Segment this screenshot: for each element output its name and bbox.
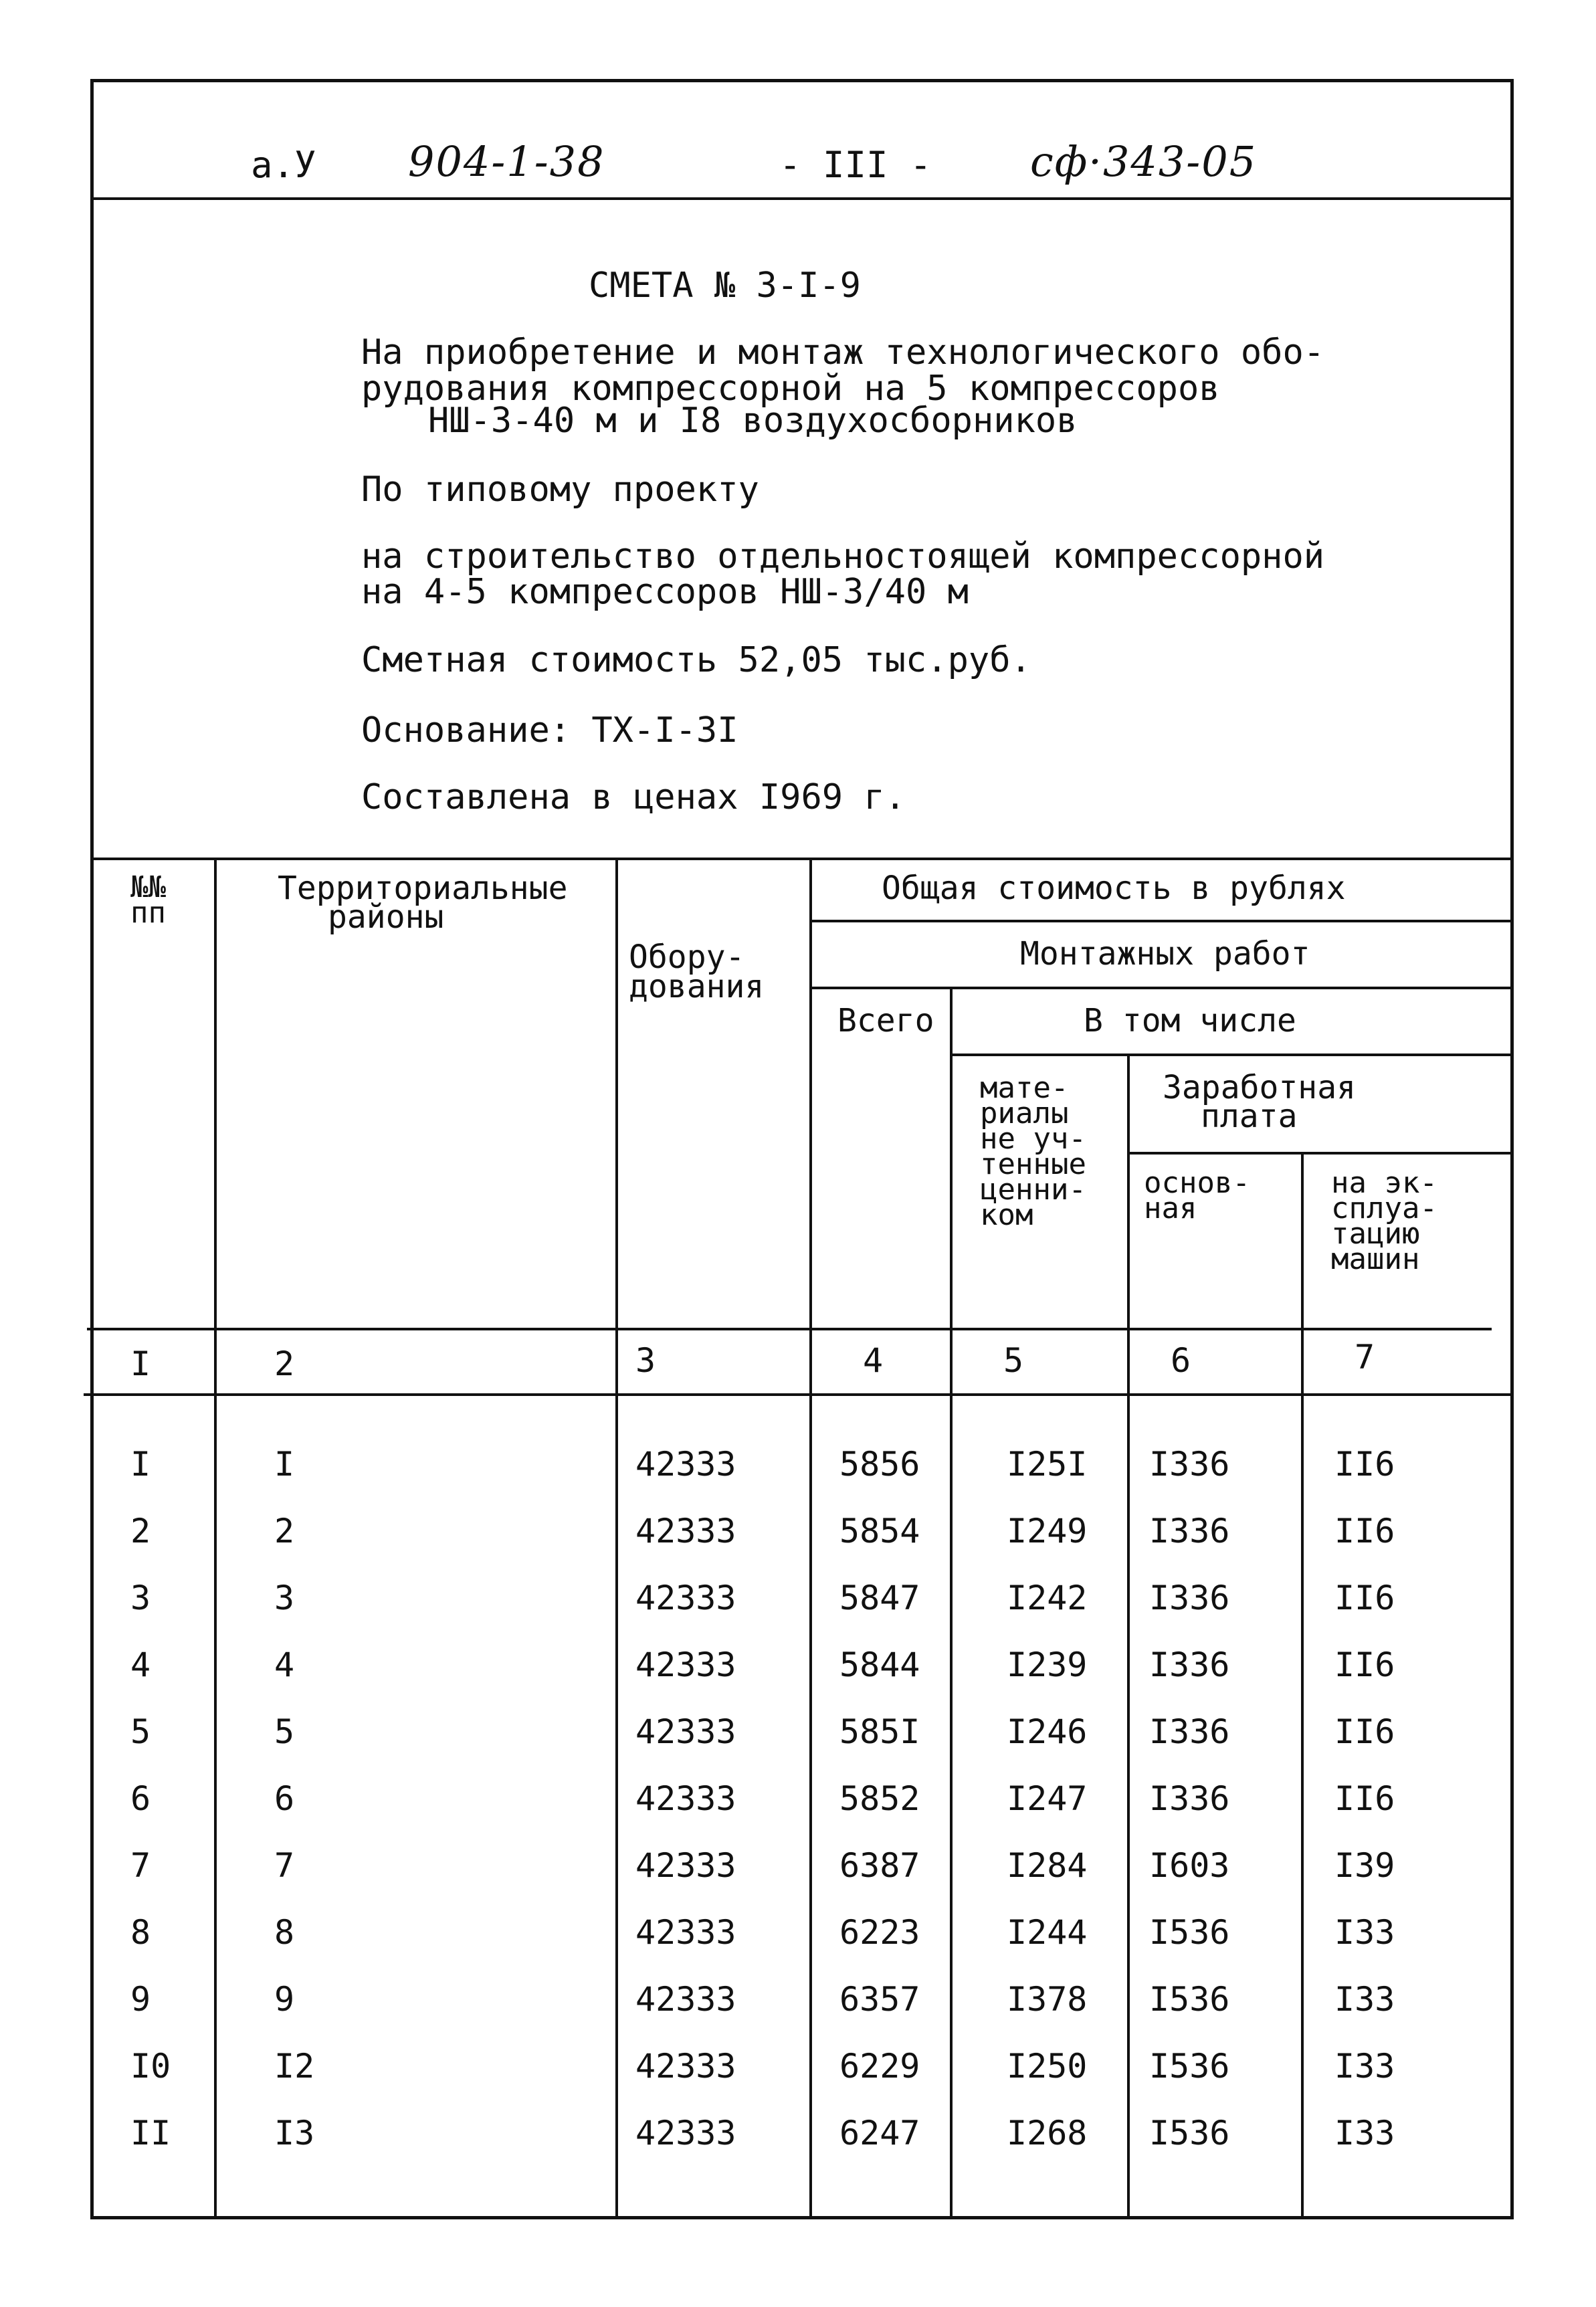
basis: Основание: ТХ-I-3I (361, 710, 738, 750)
colnum-7: 7 (1355, 1338, 1375, 1377)
table-cell-r11-c4: 6247 (839, 2114, 920, 2152)
table-cell-r10-c3: 42333 (635, 2047, 736, 2086)
colnum-2: 2 (274, 1344, 295, 1383)
table-cell-r3-c5: I242 (1007, 1579, 1088, 1617)
table-cell-r1-c5: I25I (1007, 1445, 1088, 1484)
table-cell-r10-c6: I536 (1149, 2047, 1230, 2086)
hdr-machines-3: тацию (1331, 1217, 1420, 1251)
col-divider-6 (1301, 1154, 1304, 2217)
hdr-line-install (811, 987, 1512, 989)
table-cell-r6-c4: 5852 (839, 1779, 920, 1818)
hdr-including: В том числе (1084, 1002, 1296, 1039)
table-cell-r1-c4: 5856 (839, 1445, 920, 1484)
col-divider-2 (615, 859, 618, 2217)
table-cell-r9-c1: 9 (130, 1980, 151, 2019)
table-cell-r10-c5: I250 (1007, 2047, 1088, 2086)
table-cell-r3-c7: II6 (1334, 1579, 1395, 1617)
table-cell-r11-c5: I268 (1007, 2114, 1088, 2152)
project-label: По типовому проекту (361, 470, 759, 510)
table-cell-r5-c3: 42333 (635, 1712, 736, 1751)
table-cell-r4-c4: 5844 (839, 1645, 920, 1684)
table-cell-r2-c4: 5854 (839, 1512, 920, 1550)
table-cell-r1-c7: II6 (1334, 1445, 1395, 1484)
table-cell-r10-c4: 6229 (839, 2047, 920, 2086)
table-cell-r9-c5: I378 (1007, 1980, 1088, 2019)
table-cell-r9-c4: 6357 (839, 1980, 920, 2019)
table-cell-r4-c1: 4 (130, 1645, 151, 1684)
table-cell-r4-c3: 42333 (635, 1645, 736, 1684)
table-cell-r10-c7: I33 (1334, 2047, 1395, 2086)
table-cell-r7-c7: I39 (1334, 1846, 1395, 1885)
table-cell-r7-c1: 7 (130, 1846, 151, 1885)
table-cell-r5-c2: 5 (274, 1712, 295, 1751)
table-cell-r6-c3: 42333 (635, 1779, 736, 1818)
table-cell-r4-c2: 4 (274, 1645, 295, 1684)
hdr-materials-3: не уч- (980, 1122, 1086, 1156)
table-cell-r11-c2: I3 (274, 2114, 315, 2152)
table-cell-r8-c1: 8 (130, 1913, 151, 1952)
left-code: а.У (251, 144, 316, 186)
table-cell-r6-c5: I247 (1007, 1779, 1088, 1818)
purpose-line-2: рудования компрессорной на 5 компрессоров (361, 369, 1220, 409)
hdr-region-2: районы (328, 898, 444, 936)
table-cell-r7-c6: I603 (1149, 1846, 1230, 1885)
table-cell-r3-c1: 3 (130, 1579, 151, 1617)
table-cell-r10-c2: I2 (274, 2047, 315, 2086)
table-cell-r8-c4: 6223 (839, 1913, 920, 1952)
table-top-border (94, 858, 1512, 860)
project-line-2: на 4-5 компрессоров НШ-3/40 м (361, 572, 969, 612)
hdr-equipment-1: Обору- (629, 938, 745, 976)
table-cell-r2-c7: II6 (1334, 1512, 1395, 1550)
hdr-materials-2: риалы (980, 1096, 1069, 1130)
hdr-materials-4: тенные (980, 1147, 1086, 1181)
table-cell-r1-c6: I336 (1149, 1445, 1230, 1484)
hdr-basic-2: ная (1144, 1191, 1197, 1225)
hdr-total: Всего (837, 1002, 934, 1039)
hdr-basic-1: основ- (1144, 1166, 1250, 1200)
table-cell-r1-c1: I (130, 1445, 151, 1484)
table-cell-r7-c4: 6387 (839, 1846, 920, 1885)
table-cell-r5-c4: 585I (839, 1712, 920, 1751)
project-number: 904-1-38 (408, 137, 605, 186)
table-cell-r1-c3: 42333 (635, 1445, 736, 1484)
table-cell-r7-c2: 7 (274, 1846, 295, 1885)
colnum-1: I (130, 1344, 151, 1383)
hdr-installation: Монтажных работ (1020, 935, 1310, 973)
hdr-total-cost: Общая стоимость в рублях (882, 870, 1346, 907)
table-cell-r1-c2: I (274, 1445, 295, 1484)
hdr-line-colnums-bottom (84, 1393, 1512, 1396)
hdr-line-including (951, 1054, 1512, 1056)
project-line-1: на строительство отдельностоящей компрессорной (361, 536, 1325, 577)
table-cell-r8-c7: I33 (1334, 1913, 1395, 1952)
table-cell-r3-c3: 42333 (635, 1579, 736, 1617)
table-cell-r3-c2: 3 (274, 1579, 295, 1617)
hdr-machines-1: на эк- (1331, 1166, 1437, 1200)
table-cell-r8-c3: 42333 (635, 1913, 736, 1952)
table-cell-r9-c2: 9 (274, 1980, 295, 2019)
table-cell-r6-c2: 6 (274, 1779, 295, 1818)
colnum-4: 4 (863, 1341, 884, 1380)
table-cell-r6-c7: II6 (1334, 1779, 1395, 1818)
col-divider-4 (950, 989, 953, 2217)
hdr-line-colnums-top (87, 1328, 1492, 1330)
table-cell-r5-c6: I336 (1149, 1712, 1230, 1751)
table-cell-r2-c1: 2 (130, 1512, 151, 1550)
header-divider (94, 197, 1512, 200)
table-cell-r4-c7: II6 (1334, 1645, 1395, 1684)
estimated-cost: Сметная стоимость 52,05 тыс.руб. (361, 640, 1031, 680)
table-cell-r6-c6: I336 (1149, 1779, 1230, 1818)
colnum-3: 3 (635, 1341, 656, 1380)
colnum-5: 5 (1003, 1341, 1024, 1380)
hdr-machines-2: сплуа- (1331, 1191, 1437, 1225)
table-cell-r11-c6: I536 (1149, 2114, 1230, 2152)
table-cell-r2-c3: 42333 (635, 1512, 736, 1550)
estimate-title: СМЕТА № 3-I-9 (589, 266, 861, 306)
hdr-number-1: №№ (130, 870, 166, 904)
hdr-materials-1: мате- (980, 1071, 1069, 1105)
table-cell-r11-c1: II (130, 2114, 171, 2152)
hdr-wages-1: Заработная (1163, 1069, 1356, 1106)
hdr-number-2: пп (130, 896, 166, 930)
hdr-line-total (811, 920, 1512, 922)
table-cell-r11-c7: I33 (1334, 2114, 1395, 2152)
table-cell-r2-c2: 2 (274, 1512, 295, 1550)
price-basis: Составлена в ценах I969 г. (361, 777, 906, 817)
table-cell-r4-c5: I239 (1007, 1645, 1088, 1684)
purpose-line-3: НШ-3-40 м и I8 воздухосборников (428, 401, 1078, 441)
table-cell-r8-c5: I244 (1007, 1913, 1088, 1952)
hdr-region-1: Территориальные (278, 870, 568, 907)
table-cell-r9-c3: 42333 (635, 1980, 736, 2019)
col-divider-1 (214, 859, 217, 2217)
table-cell-r3-c6: I336 (1149, 1579, 1230, 1617)
purpose-line-1: На приобретение и монтаж технологического обо- (361, 332, 1325, 373)
hdr-machines-4: машин (1331, 1242, 1420, 1276)
table-cell-r6-c1: 6 (130, 1779, 151, 1818)
hdr-materials-6: ком (980, 1198, 1033, 1232)
table-cell-r5-c7: II6 (1334, 1712, 1395, 1751)
table-cell-r2-c5: I249 (1007, 1512, 1088, 1550)
hdr-materials-5: ценни- (980, 1173, 1086, 1207)
table-cell-r7-c5: I284 (1007, 1846, 1088, 1885)
sheet-code: сф·343-05 (1030, 137, 1258, 186)
table-cell-r5-c1: 5 (130, 1712, 151, 1751)
col-divider-5 (1127, 1056, 1130, 2217)
table-cell-r8-c2: 8 (274, 1913, 295, 1952)
colnum-6: 6 (1171, 1341, 1191, 1380)
table-cell-r9-c7: I33 (1334, 1980, 1395, 2019)
table-cell-r3-c4: 5847 (839, 1579, 920, 1617)
hdr-equipment-2: дования (629, 968, 765, 1005)
table-cell-r4-c6: I336 (1149, 1645, 1230, 1684)
table-cell-r9-c6: I536 (1149, 1980, 1230, 2019)
page-number: - III - (779, 144, 932, 186)
col-divider-3 (809, 859, 812, 2217)
table-cell-r5-c5: I246 (1007, 1712, 1088, 1751)
table-cell-r7-c3: 42333 (635, 1846, 736, 1885)
hdr-wages-2: плата (1201, 1098, 1298, 1135)
table-cell-r8-c6: I536 (1149, 1913, 1230, 1952)
table-cell-r11-c3: 42333 (635, 2114, 736, 2152)
hdr-line-wages (1128, 1152, 1512, 1155)
table-cell-r10-c1: I0 (130, 2047, 171, 2086)
table-cell-r2-c6: I336 (1149, 1512, 1230, 1550)
